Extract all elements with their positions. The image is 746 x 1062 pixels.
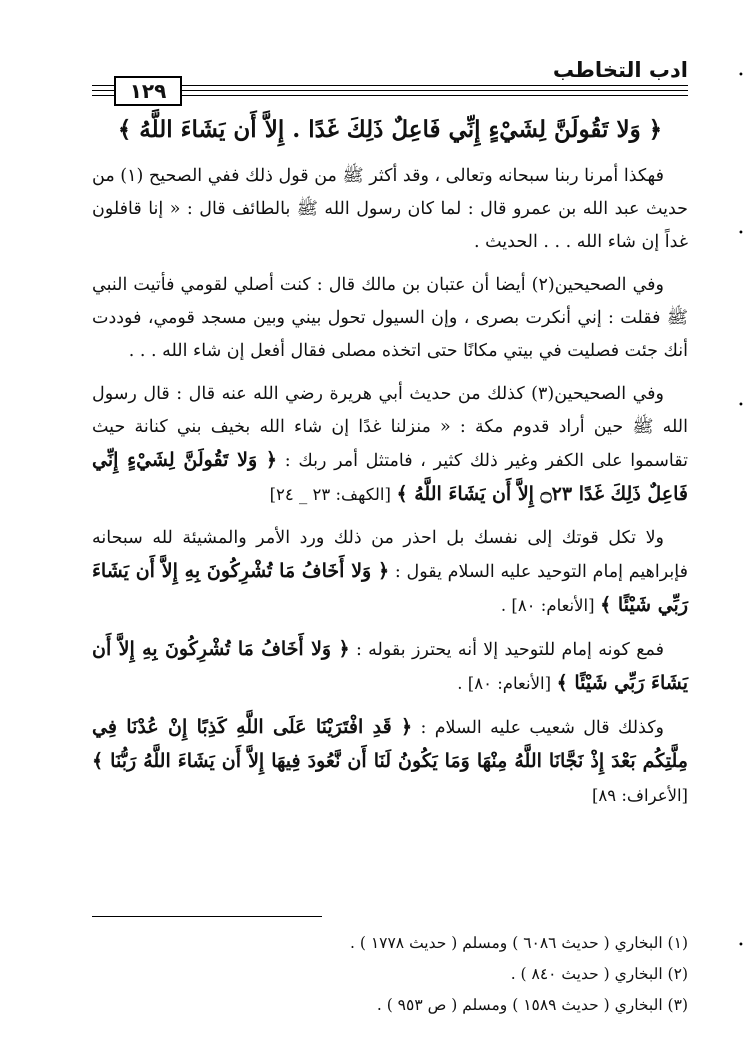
- paragraph-3: [92, 378, 688, 512]
- page-header: [92, 58, 688, 103]
- paragraph-text: ولا تكل قوتك إلى نفسك بل احذر من ذلك ورد الأمر والمشيئة لله سبحانه فإبراهيم إمام التوحيد عليه السلام يقول :: [92, 528, 688, 582]
- header-rule-bottom: [152, 95, 688, 96]
- margin-dot: •: [738, 70, 744, 81]
- header-rule-top: [152, 85, 688, 86]
- header-lead-rule: [92, 90, 114, 91]
- running-title: ادب التخاطب: [552, 58, 688, 82]
- paragraph-6: [92, 711, 688, 813]
- margin-dot: •: [738, 400, 744, 411]
- margin-dot: •: [738, 228, 744, 239]
- header-lead-rule: [92, 85, 114, 86]
- quran-reference: [الكهف: ٢٣ _ ٢٤]: [269, 485, 391, 504]
- paragraph-text: وفي الصحيحين(٣) كذلك من حديث أبي هريرة رضي الله عنه قال : قال رسول الله ﷺ حين أراد قدوم مكة : « منزلنا غدًا إن شاء الله بخيف بني كنانة حيث تقاسموا على الكفر وغير ذلك كثير ، فامتثل أمر ربك :: [92, 384, 688, 471]
- header-lead-rule: [92, 95, 114, 96]
- footnotes: [92, 928, 688, 1021]
- paragraph-text: فمع كونه إمام للتوحيد إلا أنه يحترز بقوله :: [355, 640, 664, 660]
- header-rule-middle: [152, 90, 688, 91]
- paragraph-4: [92, 522, 688, 623]
- quran-quote: ﴿ قَدِ افْتَرَيْنَا عَلَى اللَّهِ كَذِبًا إِنْ عُدْنَا فِي مِلَّتِكُم بَعْدَ إِذْ نَجَّانَا اللَّهُ مِنْهَا وَمَا يَكُونُ لَنَا أَن نَّعُودَ فِيهَا إِلاَّ أَن يَشَاءَ اللَّهُ رَبُّنَا ﴾: [92, 716, 688, 772]
- footnote-1: (١) البخاري ( حديث ٦٠٨٦ ) ومسلم ( حديث ١٧٧٨ ) .: [350, 934, 688, 952]
- verse-title: ﴿ وَلا تَقُولَنَّ لِشَيْءٍ إِنِّي فَاعِلٌ ذَلِكَ غَدًا . إِلاَّ أَن يَشَاءَ اللَّهُ ﴾: [117, 116, 663, 143]
- page-number: ١٢٩: [114, 76, 182, 106]
- paragraph-2: وفي الصحيحين(٢) أيضا أن عتبان بن مالك قال : كنت أصلي لقومي فأتيت النبي ﷺ فقلت : إني أنكرت بصرى ، وإن السيول تحول بيني وبين مسجد قومي، فوددت أنك جئت فصليت في بيتي مكانًا حتى اتخذه مصلى فقال أفعل إن شاء الله . . .: [92, 275, 688, 361]
- quran-quote: ﴿ وَلا تَقُولَنَّ لِشَيْءٍ إِنِّي فَاعِلٌ ذَلِكَ غَدًا ۝٢٣ إِلاَّ أَن يَشَاءَ اللَّهُ ﴾: [92, 449, 688, 505]
- paragraph-text: وكذلك قال شعيب عليه السلام :: [420, 718, 664, 738]
- footnote-2: (٢) البخاري ( حديث ٨٤٠ ) .: [510, 965, 688, 983]
- footnote-3: (٣) البخاري ( حديث ١٥٨٩ ) ومسلم ( ص ٩٥٣ ) .: [376, 996, 688, 1014]
- quran-quote: ﴿ وَلا أَخَافُ مَا تُشْرِكُونَ بِهِ إِلاَّ أَن يَشَاءَ رَبِّي شَيْئًا ﴾: [92, 560, 688, 616]
- quran-reference: [الأنعام: ٨٠] .: [457, 674, 551, 693]
- paragraph-5: [92, 633, 688, 701]
- page-body: [92, 160, 688, 823]
- quran-reference: [الأنعام: ٨٠] .: [500, 596, 595, 615]
- footnote-separator: [92, 916, 322, 917]
- paragraph-1: فهكذا أمرنا ربنا سبحانه وتعالى ، وقد أكثر ﷺ من قول ذلك ففي الصحيح (١) من حديث عبد الله بن عمرو قال : لما كان رسول الله ﷺ بالطائف قال : « إنا قافلون غداً إن شاء الله . . . الحديث .: [92, 166, 688, 252]
- quran-quote: ﴿ وَلا أَخَافُ مَا تُشْرِكُونَ بِهِ إِلاَّ أَن يَشَاءَ رَبِّي شَيْئًا ﴾: [92, 638, 688, 694]
- margin-dot: •: [738, 940, 744, 951]
- quran-reference: [الأعراف: ٨٩]: [591, 786, 688, 805]
